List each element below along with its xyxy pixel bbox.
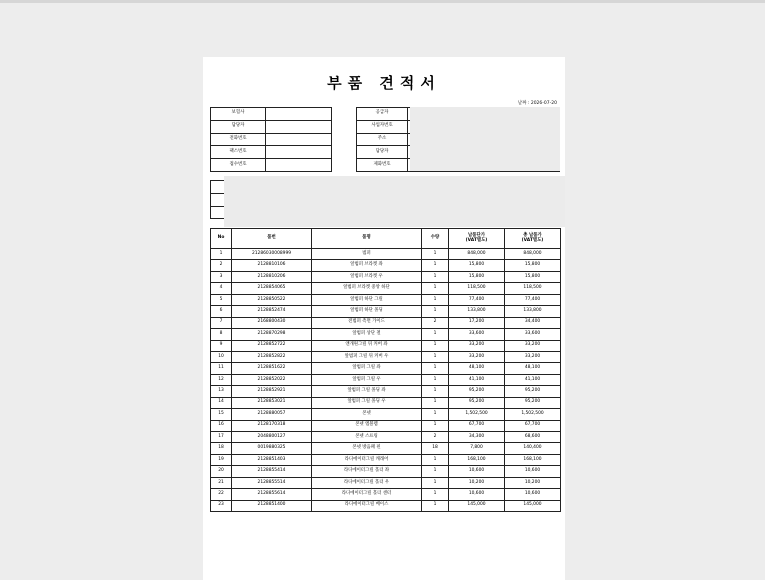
cell-unit-price: 33,600 [449, 329, 505, 340]
cell-unit-price: 67,700 [449, 420, 505, 431]
cell-part-no: 2128855514 [232, 477, 312, 488]
cell-part-name: 라디에이터그릴 홀더 우 [312, 477, 422, 488]
cell-part-no: 2128852921 [232, 386, 312, 397]
customer-info-label: 보험사 [211, 108, 266, 121]
cell-no: 12 [211, 374, 232, 385]
cell-no: 20 [211, 466, 232, 477]
cell-unit-price: 15,800 [449, 260, 505, 271]
cell-qty: 1 [422, 454, 449, 465]
cell-total-price: 41,100 [505, 374, 561, 385]
cell-no: 8 [211, 329, 232, 340]
cell-qty: 1 [422, 374, 449, 385]
col-total-price: 총 납품가 (VAT별도) [505, 229, 561, 249]
cell-qty: 1 [422, 386, 449, 397]
cell-part-no: 2128851622 [232, 363, 312, 374]
cell-total-price: 10,600 [505, 466, 561, 477]
table-row [211, 283, 561, 294]
cell-unit-price: 848,000 [449, 249, 505, 260]
table-row [211, 397, 561, 408]
table-row [211, 432, 561, 443]
cell-no: 13 [211, 386, 232, 397]
cell-total-price: 95,200 [505, 386, 561, 397]
cell-total-price: 68,600 [505, 432, 561, 443]
cell-part-no: 2128170318 [232, 420, 312, 431]
cell-part-name: 라디에이터그릴 홀더 좌 [312, 466, 422, 477]
cell-part-name: 본넷 엠블렘 [312, 420, 422, 431]
cell-qty: 1 [422, 477, 449, 488]
cell-total-price: 140,400 [505, 443, 561, 454]
cell-qty: 1 [422, 397, 449, 408]
supplier-info-redacted [410, 107, 560, 171]
cell-qty: 2 [422, 317, 449, 328]
cell-part-no: 2128855614 [232, 489, 312, 500]
cell-total-price: 34,400 [505, 317, 561, 328]
supplier-info-label: 제화번호 [357, 159, 408, 172]
cell-unit-price: 168,100 [449, 454, 505, 465]
cell-qty: 1 [422, 466, 449, 477]
cell-part-no: 2048800127 [232, 432, 312, 443]
table-row [211, 466, 561, 477]
cell-no: 17 [211, 432, 232, 443]
customer-info-row [211, 159, 332, 172]
customer-info-label: 전화번호 [211, 133, 266, 146]
cell-total-price: 33,200 [505, 340, 561, 351]
document-page [203, 57, 565, 580]
table-row [211, 443, 561, 454]
cell-unit-price: 145,000 [449, 500, 505, 511]
cell-part-name: 알범퍼 하단 그릴 [312, 294, 422, 305]
supplier-info-label: 사업자번호 [357, 120, 408, 133]
remarks-table [210, 180, 225, 219]
cell-no: 2 [211, 260, 232, 271]
cell-part-no: 2128852722 [232, 340, 312, 351]
col-unit-price: 납품단가 (VAT별도) [449, 229, 505, 249]
cell-unit-price: 34,300 [449, 432, 505, 443]
table-row [211, 306, 561, 317]
parts-table [210, 228, 561, 512]
cell-part-name: 알범퍼 하단 몰딩 [312, 306, 422, 317]
cell-no: 22 [211, 489, 232, 500]
cell-unit-price: 33,200 [449, 351, 505, 362]
table-row [211, 409, 561, 420]
cell-no: 18 [211, 443, 232, 454]
cell-part-no: 2128870298 [232, 329, 312, 340]
cell-no: 16 [211, 420, 232, 431]
cell-qty: 1 [422, 409, 449, 420]
cell-unit-price: 17,200 [449, 317, 505, 328]
cell-unit-price: 7,800 [449, 443, 505, 454]
cell-qty: 1 [422, 271, 449, 282]
cell-part-name: 범퍼 [312, 249, 422, 260]
cell-part-no: 2128853021 [232, 397, 312, 408]
customer-info-row [211, 133, 332, 146]
customer-info-row [211, 146, 332, 159]
document-title: 부품 견적서 [327, 74, 441, 92]
cell-unit-price: 48,100 [449, 363, 505, 374]
cell-part-name: 알범퍼 브라켓 중앙 하단 [312, 283, 422, 294]
cell-no: 14 [211, 397, 232, 408]
customer-info-value [266, 120, 332, 133]
cell-total-price: 67,700 [505, 420, 561, 431]
cell-part-no: 2128852022 [232, 374, 312, 385]
cell-part-no: 2128852822 [232, 351, 312, 362]
cell-qty: 1 [422, 500, 449, 511]
customer-info-label: 접수번호 [211, 159, 266, 172]
cell-part-name: 앞범퍼 그릴 뒤 커버 우 [312, 351, 422, 362]
table-row [211, 294, 561, 305]
cell-part-no: 2128854065 [232, 283, 312, 294]
cell-unit-price: 118,500 [449, 283, 505, 294]
table-row [211, 420, 561, 431]
cell-no: 19 [211, 454, 232, 465]
cell-part-name: 알범퍼 브라켓 좌 [312, 260, 422, 271]
cell-total-price: 95,200 [505, 397, 561, 408]
customer-info-value [266, 133, 332, 146]
cell-unit-price: 10,600 [449, 466, 505, 477]
cell-part-no: 2128851403 [232, 454, 312, 465]
parts-table-header [211, 229, 561, 249]
cell-unit-price: 41,100 [449, 374, 505, 385]
cell-part-name: 앞범퍼 그릴 몰딩 우 [312, 397, 422, 408]
cell-part-no: 2128852474 [232, 306, 312, 317]
cell-qty: 1 [422, 351, 449, 362]
cell-total-price: 848,000 [505, 249, 561, 260]
table-row [211, 249, 561, 260]
cell-no: 5 [211, 294, 232, 305]
cell-qty: 1 [422, 260, 449, 271]
table-row [211, 386, 561, 397]
cell-qty: 1 [422, 363, 449, 374]
cell-unit-price: 1,502,500 [449, 409, 505, 420]
cell-part-name: 앞범퍼 상단 철 [312, 329, 422, 340]
cell-part-name: 라디에이터그릴 홀더 센터 [312, 489, 422, 500]
cell-qty: 1 [422, 294, 449, 305]
cell-total-price: 118,500 [505, 283, 561, 294]
cell-total-price: 15,800 [505, 271, 561, 282]
customer-info-row [211, 120, 332, 133]
cell-part-no: 2168800430 [232, 317, 312, 328]
cell-qty: 1 [422, 283, 449, 294]
cell-no: 23 [211, 500, 232, 511]
table-row [211, 340, 561, 351]
cell-unit-price: 15,800 [449, 271, 505, 282]
cell-unit-price: 10,600 [449, 489, 505, 500]
table-row [211, 374, 561, 385]
cell-part-no: 2128855414 [232, 466, 312, 477]
cell-part-name: 라디에이터그릴 베이스 [312, 500, 422, 511]
cell-unit-price: 95,200 [449, 397, 505, 408]
customer-info-label: 팩스번호 [211, 146, 266, 159]
cell-no: 11 [211, 363, 232, 374]
supplier-info-label: 공급자 [357, 108, 408, 121]
cell-total-price: 33,200 [505, 351, 561, 362]
cell-part-name: 앤개원그릴 뒤 커버 좌 [312, 340, 422, 351]
cell-unit-price: 95,200 [449, 386, 505, 397]
cell-part-no: 2128850522 [232, 294, 312, 305]
table-row [211, 363, 561, 374]
cell-part-no: 2128810106 [232, 260, 312, 271]
customer-info-label: 담당자 [211, 120, 266, 133]
col-qty: 수량 [422, 229, 449, 249]
table-row [211, 351, 561, 362]
cell-no: 3 [211, 271, 232, 282]
cell-total-price: 168,100 [505, 454, 561, 465]
cell-total-price: 1,502,500 [505, 409, 561, 420]
cell-qty: 1 [422, 306, 449, 317]
cell-part-no: 2128851400 [232, 500, 312, 511]
customer-info-value [266, 146, 332, 159]
quote-date: 날짜 : 2026-07-20 [517, 101, 557, 106]
cell-no: 10 [211, 351, 232, 362]
table-row [211, 271, 561, 282]
cell-no: 1 [211, 249, 232, 260]
cell-total-price: 77,400 [505, 294, 561, 305]
customer-info-row [211, 108, 332, 121]
cell-part-name: 본넷 [312, 409, 422, 420]
cell-total-price: 145,000 [505, 500, 561, 511]
cell-unit-price: 133,800 [449, 306, 505, 317]
cell-no: 21 [211, 477, 232, 488]
cell-no: 15 [211, 409, 232, 420]
cell-qty: 18 [422, 443, 449, 454]
customer-info-value [266, 159, 332, 172]
cell-no: 7 [211, 317, 232, 328]
cell-total-price: 48,100 [505, 363, 561, 374]
cell-total-price: 10,200 [505, 477, 561, 488]
col-no: No [211, 229, 232, 249]
supplier-info-label: 담당자 [357, 146, 408, 159]
cell-part-name: 라디에이터그릴 캐래어 [312, 454, 422, 465]
cell-qty: 1 [422, 489, 449, 500]
table-row [211, 500, 561, 511]
cell-part-no: 2128880057 [232, 409, 312, 420]
table-row [211, 317, 561, 328]
table-row [211, 329, 561, 340]
cell-qty: 1 [422, 340, 449, 351]
cell-qty: 1 [422, 420, 449, 431]
customer-info-value [266, 108, 332, 121]
cell-part-name: 전범퍼 측면 가이드 [312, 317, 422, 328]
cell-total-price: 10,600 [505, 489, 561, 500]
customer-info-table [210, 107, 332, 172]
cell-no: 9 [211, 340, 232, 351]
cell-part-name: 앞범퍼 그릴 몰딩 좌 [312, 386, 422, 397]
cell-part-name: 앞범퍼 그릴 좌 [312, 363, 422, 374]
cell-part-name: 본넷 방음패 핀 [312, 443, 422, 454]
cell-no: 4 [211, 283, 232, 294]
col-part-no: 품번 [232, 229, 312, 249]
cell-unit-price: 10,200 [449, 477, 505, 488]
cell-no: 6 [211, 306, 232, 317]
cell-part-no: 0019880325 [232, 443, 312, 454]
cell-part-name: 본넷 스프링 [312, 432, 422, 443]
cell-part-name: 앞범퍼 그릴 우 [312, 374, 422, 385]
cell-total-price: 33,600 [505, 329, 561, 340]
cell-unit-price: 33,200 [449, 340, 505, 351]
table-row [211, 477, 561, 488]
cell-qty: 1 [422, 249, 449, 260]
cell-unit-price: 77,400 [449, 294, 505, 305]
table-row [211, 260, 561, 271]
cell-total-price: 15,800 [505, 260, 561, 271]
cell-qty: 1 [422, 329, 449, 340]
supplier-info-label: 주소 [357, 133, 408, 146]
viewer-top-bar [0, 0, 765, 3]
table-row [211, 454, 561, 465]
remarks-redacted [224, 176, 565, 227]
cell-part-no: 2128810206 [232, 271, 312, 282]
cell-part-no: 21286030008999 [232, 249, 312, 260]
cell-total-price: 133,800 [505, 306, 561, 317]
col-part-name: 품명 [312, 229, 422, 249]
table-row [211, 489, 561, 500]
cell-part-name: 알범퍼 브라켓 우 [312, 271, 422, 282]
cell-qty: 2 [422, 432, 449, 443]
